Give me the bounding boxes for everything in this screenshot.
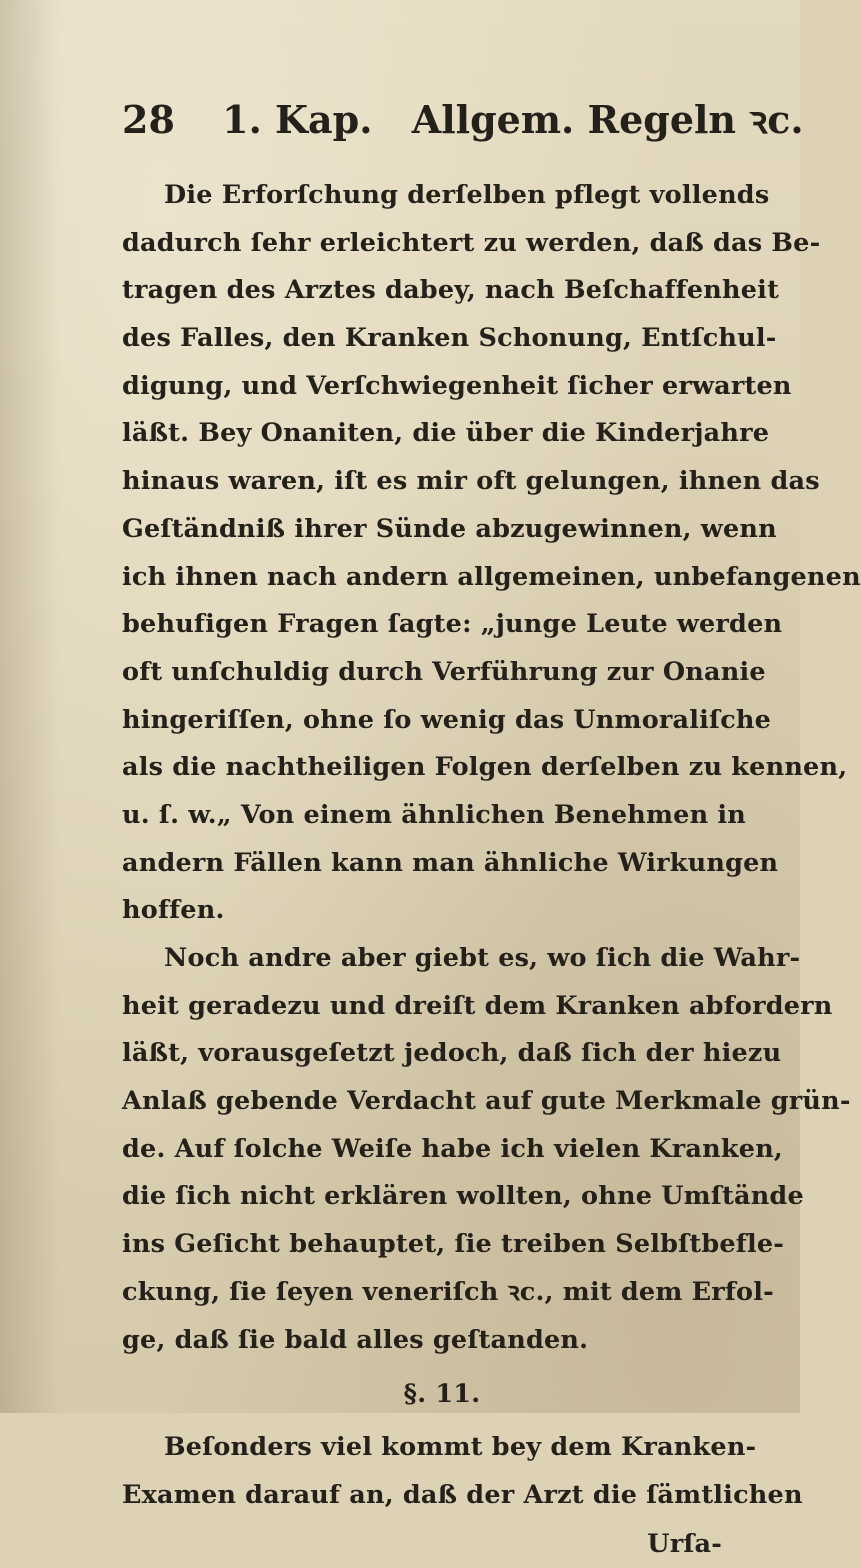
text-line: des Falles, den Kranken Schonung, Entſchul- [122, 323, 777, 354]
text-line: digung, und Verſchwiegenheit ſicher erwarten [122, 370, 792, 401]
running-header [122, 92, 804, 148]
text-line: u. ſ. w.„ Von einem ähnlichen Benehmen in [122, 799, 747, 830]
page-gutter-shadow [0, 0, 60, 1413]
text-line: andern Fällen kann man ähnliche Wirkungen [122, 847, 779, 878]
text-line: tragen des Arztes dabey, nach Beſchaffenheit [122, 275, 780, 306]
text-line: Anlaß gebende Verdacht auf gute Merkmale grün- [122, 1086, 851, 1117]
text-line: de. Auf ſolche Weiſe habe ich vielen Kranken, [122, 1133, 784, 1164]
text-line: Geſtändniß ihrer Sünde abzugewinnen, wenn [122, 513, 777, 544]
text-line: heit geradezu und dreiſt dem Kranken abfordern [122, 990, 833, 1021]
section-heading: §. 11. [403, 1379, 481, 1410]
text-line: die ſich nicht erklären wollten, ohne Umſtände [122, 1181, 804, 1212]
paragraph-1 [122, 172, 861, 935]
text-line: Die Erforſchung derſelben pflegt vollends [164, 180, 770, 210]
text-line: läßt. Bey Onaniten, die über die Kinderjahre [122, 418, 770, 449]
text-line: ckung, ſie ſeyen veneriſch ꝛc., mit dem Erfol- [122, 1276, 774, 1307]
text-line: Beſonders viel kommt bey dem Kranken- [164, 1432, 757, 1463]
text-line: Examen darauf an, daß der Arzt die ſämtlichen [122, 1479, 803, 1510]
text-line: Noch andre aber giebt es, wo ſich die Wahr- [164, 943, 801, 973]
text-line: als die nachtheiligen Folgen derſelben zu kennen, [122, 752, 848, 783]
text-line: oft unſchuldig durch Verführung zur Onanie [122, 656, 766, 687]
paragraph-2 [122, 935, 851, 1364]
paragraph-3 [122, 1424, 803, 1519]
text-line: hinaus waren, iſt es mir oft gelungen, ihnen das [122, 466, 820, 497]
text-line: hingeriſſen, ohne ſo wenig das Unmoraliſche [122, 704, 772, 735]
text-line: hoffen. [122, 895, 225, 926]
text-line: ich ihnen nach andern allgemeinen, unbefangenen [122, 561, 861, 592]
running-title: Allgem. Regeln ꝛc. [411, 97, 804, 142]
text-line: behufigen Fragen ſagte: „junge Leute werden [122, 609, 783, 640]
text-line: läßt, vorausgeſetzt jedoch, daß ſich der hiezu [122, 1038, 782, 1069]
text-line: ge, daß ſie bald alles geſtanden. [122, 1324, 589, 1355]
chapter-label: 1. Kap. [222, 97, 373, 142]
text-line: dadurch ſehr erleichtert zu werden, daß das Be- [122, 227, 821, 258]
catchword: Urſa- [647, 1528, 722, 1559]
body-text [122, 172, 861, 1568]
text-line: ins Geſicht behauptet, ſie treiben Selbſtbefle- [122, 1229, 785, 1260]
page-number: 28 [122, 97, 175, 142]
